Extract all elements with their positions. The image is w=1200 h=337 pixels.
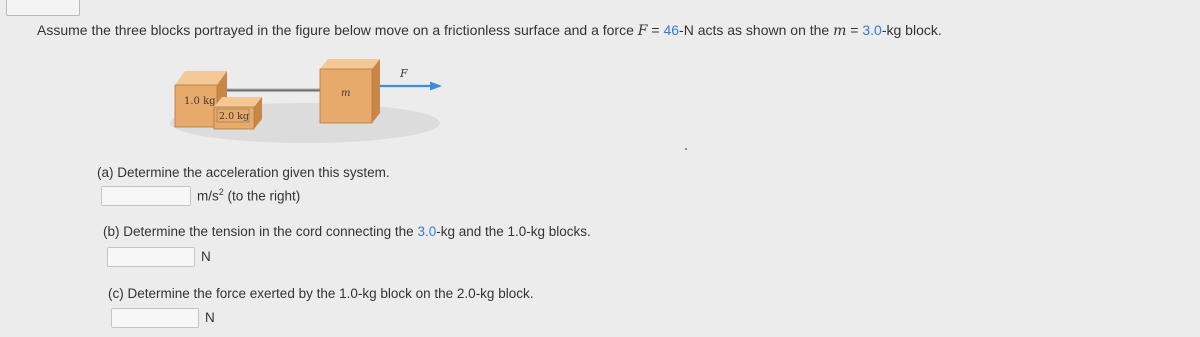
part-c-question: (c) Determine the force exerted by the 1.0-kg block on the 2.0-kg block.	[108, 286, 534, 301]
force-variable: F	[637, 23, 648, 39]
part-c-unit: N	[205, 310, 215, 325]
part-b-question	[103, 224, 591, 239]
part-b-question-before: (b) Determine the tension in the cord connecting the	[103, 224, 418, 239]
part-c-answer-input[interactable]	[111, 308, 199, 328]
mass-equals: =	[846, 22, 863, 38]
block-m-label: m	[341, 88, 351, 99]
part-b-answer-input[interactable]	[107, 247, 195, 267]
force-unit-text: -N acts as shown on the	[679, 22, 834, 38]
block-2kg	[214, 97, 262, 129]
problem-text-before: Assume the three blocks portrayed in the figure below move on a frictionless surface and a force	[37, 22, 638, 38]
mass-unit-text: -kg block.	[881, 22, 942, 38]
part-a-answer-input[interactable]	[101, 186, 191, 206]
stray-mark	[685, 148, 687, 150]
part-b-question-after: -kg and the 1.0-kg blocks.	[436, 224, 591, 239]
block-2kg-label: 2.0 kg	[219, 111, 249, 122]
part-a-unit-note: (to the right)	[223, 188, 301, 204]
force-label: F	[400, 67, 408, 80]
part-b-mass-value: 3.0	[417, 224, 437, 239]
block-1kg-label: 1.0 kg	[184, 96, 216, 107]
force-value: 46	[663, 22, 680, 38]
blocks-figure	[170, 55, 455, 145]
part-a-question: (a) Determine the acceleration given this system.	[97, 165, 390, 180]
block-m-top	[320, 59, 380, 69]
mass-variable: m	[833, 23, 847, 39]
force-equals: =	[647, 22, 664, 38]
block-m-side	[372, 59, 380, 123]
part-a-unit-base: m/s	[197, 188, 219, 204]
part-a-unit	[197, 187, 300, 204]
part-a-unit-exponent: 2	[218, 187, 224, 197]
block-m	[320, 59, 380, 123]
mass-value: 3.0	[862, 22, 882, 38]
problem-statement	[37, 22, 942, 39]
previous-answer-box[interactable]	[6, 0, 80, 16]
part-b-unit: N	[201, 249, 211, 264]
force-arrow-head	[430, 82, 442, 91]
block-2kg-top	[214, 97, 262, 107]
